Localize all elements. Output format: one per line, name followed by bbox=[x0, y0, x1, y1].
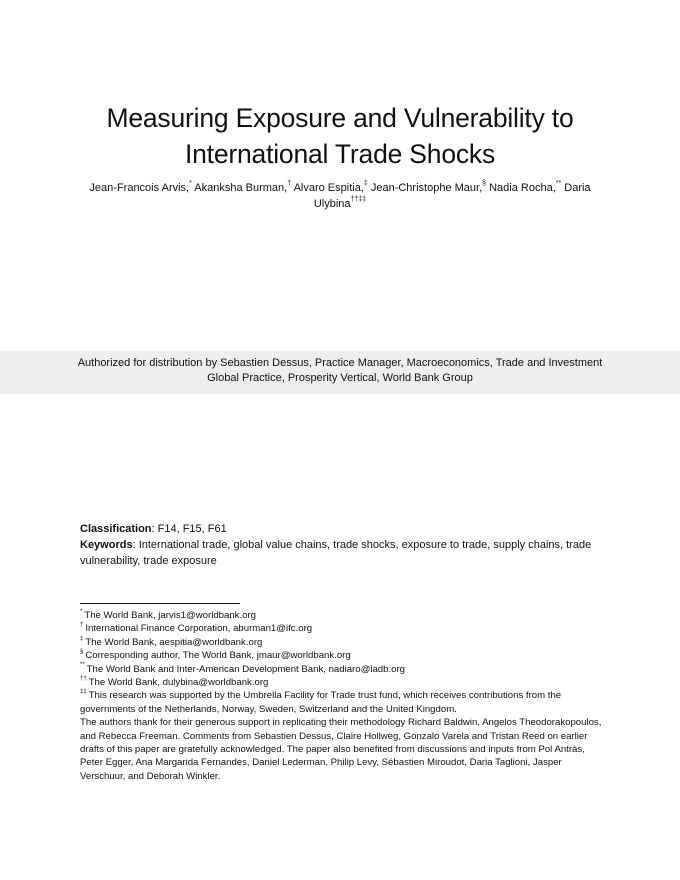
author-name: Jean-Francois Arvis, bbox=[89, 182, 190, 194]
footnote bbox=[80, 622, 605, 635]
footnote-text: The World Bank and Inter-American Development Bank, nadiaro@iadb.org bbox=[86, 663, 405, 675]
footnote-mark: ‡‡ bbox=[80, 689, 87, 696]
author-name: Daria Ulybina bbox=[313, 182, 591, 210]
author-footnote-mark: † bbox=[287, 180, 292, 188]
footnote bbox=[80, 649, 605, 662]
paper-title-line-1: Measuring Exposure and Vulnerability to bbox=[106, 102, 574, 133]
classification-value: : F14, F15, F61 bbox=[151, 523, 227, 535]
footnote-mark: ** bbox=[80, 662, 85, 669]
author-name: Jean-Christophe Maur, bbox=[370, 182, 483, 194]
footnote-text: The World Bank, dulybina@worldbank.org bbox=[88, 677, 269, 689]
footnote-mark: § bbox=[80, 649, 84, 656]
footnote bbox=[80, 663, 605, 676]
author-name: Nadia Rocha, bbox=[489, 182, 556, 194]
footnote-text: International Finance Corporation, aburman1@ifc.org bbox=[85, 623, 313, 635]
author-footnote-mark: § bbox=[482, 180, 487, 188]
authorization-line-1: Authorized for distribution by Sebastien Dessus, Practice Manager, Macroeconomics, Trade and Investment bbox=[77, 357, 603, 369]
author-footnote-mark: ††‡‡ bbox=[350, 196, 367, 204]
keywords-label: Keywords bbox=[80, 539, 133, 551]
footnote-separator bbox=[80, 603, 240, 604]
classification-row bbox=[80, 521, 605, 537]
author-footnote-mark: ** bbox=[555, 180, 562, 188]
paper-title bbox=[40, 100, 640, 172]
footnote bbox=[80, 609, 605, 622]
footnote-text: The World Bank, aespitia@worldbank.org bbox=[85, 636, 263, 648]
authorization-statement bbox=[40, 356, 640, 386]
author-list bbox=[80, 180, 600, 212]
keywords-value: : International trade, global value chains, trade shocks, exposure to trade, supply chains, trade vulnerability, trade exposure bbox=[80, 539, 592, 567]
footnote-text: The World Bank, jarvis1@worldbank.org bbox=[84, 610, 257, 621]
footnote-mark: †† bbox=[80, 675, 87, 682]
footnote-text: This research was supported by the Umbrella Facility for Trade trust fund, which receives contributions from the governments of the Netherlands, Norway, Sweden, Switzerland and the United Kingdom. bbox=[80, 690, 562, 715]
author-name: Akanksha Burman, bbox=[194, 182, 288, 194]
footnote bbox=[80, 689, 605, 716]
footnote-text: Corresponding author, The World Bank, jmaur@worldbank.org bbox=[85, 650, 351, 662]
keywords-row bbox=[80, 537, 605, 569]
footnote bbox=[80, 636, 605, 649]
footnote bbox=[80, 676, 605, 689]
author-footnote-mark: * bbox=[189, 180, 192, 188]
footnote-mark: * bbox=[80, 608, 83, 615]
footnotes bbox=[80, 609, 605, 783]
authorization-line-2: Global Practice, Prosperity Vertical, World Bank Group bbox=[207, 372, 473, 384]
acknowledgement-text: The authors thank for their generous support in replicating their methodology Richard Baldwin, Angelos Theodorakopoulos, and Rebecca Freeman. Comments from Sebastien Dessus, Claire Hollweg, Gonzalo Varela and Tristan Reed on earlier drafts of this paper are gratefully acknowledged. The paper also benefited from discussions and inputs from Pol Antràs, Peter Egger, Ana Margarida Fernandes, Daniel Lederman, Philip Levy, Sébastien Miroudot, Daria Taglioni, Jasper Verschuur, and Deborah Winkler. bbox=[80, 717, 602, 782]
footnote-mark: † bbox=[80, 622, 84, 629]
author-name: Alvaro Espitia, bbox=[293, 182, 364, 194]
classification-label: Classification bbox=[80, 523, 152, 535]
footnote-mark: ‡ bbox=[80, 635, 84, 642]
paper-metadata bbox=[80, 521, 605, 569]
paper-title-line-2: International Trade Shocks bbox=[184, 138, 496, 169]
author-footnote-mark: ‡ bbox=[363, 180, 368, 188]
